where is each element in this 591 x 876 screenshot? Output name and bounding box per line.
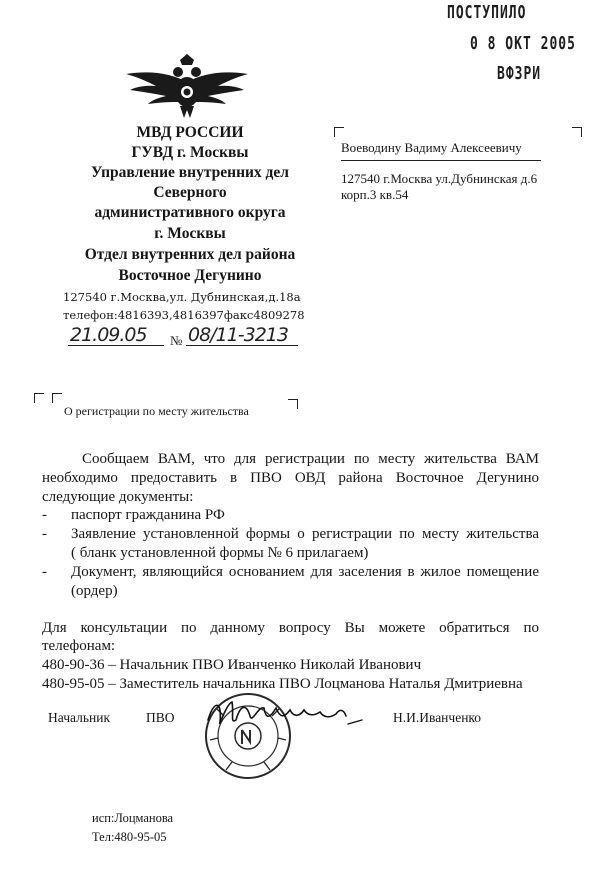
sender-guvd: ГУВД г. Москвы bbox=[131, 144, 249, 161]
body-intro-3: следующие документы: bbox=[42, 489, 194, 505]
outgoing-number: 08/11-3213 bbox=[188, 324, 288, 346]
recipient-name: Воеводину Вадиму Алексеевичу bbox=[341, 140, 522, 155]
outgoing-date: 21.09.05 bbox=[70, 324, 147, 346]
executor-name: исп:Лоцманова bbox=[92, 811, 174, 825]
consult-line-1: Для консультации по данному вопросу Вы можете обратиться по bbox=[42, 620, 539, 636]
signature-title: Начальник bbox=[48, 710, 111, 725]
sender-department: Управление внутренних дел bbox=[91, 164, 289, 181]
body-intro-1: Сообщаем ВАМ, что для регистрации по месту жительства ВАМ bbox=[82, 451, 539, 467]
sender-district-2: административного округа bbox=[94, 204, 286, 221]
bullet-1: - bbox=[42, 507, 47, 523]
handwritten-signature-icon bbox=[208, 702, 362, 724]
contact-1: 480-90-36 – Начальник ПВО Иванченко Николай Иванович bbox=[42, 657, 422, 673]
received-stamp-date: 0 8 ОКТ 2005 bbox=[470, 34, 576, 55]
signature-name: Н.И.Иванченко bbox=[393, 710, 482, 725]
bullet-3: - bbox=[42, 564, 47, 580]
sender-area: Восточное Дегунино bbox=[118, 267, 262, 284]
recipient-address-1: 127540 г.Москва ул.Дубнинская д.6 bbox=[341, 171, 538, 186]
sender-phones: телефон:4816393,4816397факс4809278 bbox=[63, 308, 305, 322]
subject-corner-right bbox=[288, 399, 298, 409]
sender-ministry: МВД РОССИИ bbox=[136, 124, 244, 141]
sender-ovd: Отдел внутренних дел района bbox=[84, 246, 296, 263]
bullet-2: - bbox=[42, 526, 47, 542]
signature-dept: ПВО bbox=[146, 710, 175, 725]
sender-district-1: Северного bbox=[153, 184, 227, 201]
recipient-corner-right bbox=[572, 127, 582, 137]
recipient-address-2: корп.3 кв.54 bbox=[341, 187, 409, 202]
subject-text: О регистрации по месту жительства bbox=[64, 404, 249, 418]
official-seal-icon bbox=[196, 690, 366, 790]
doc-item-3-line-1: Документ, являющийся основанием для заселения в жилое помещение bbox=[71, 564, 539, 580]
eagle-emblem-icon bbox=[122, 52, 252, 122]
body-intro-2: необходимо предоставить в ПВО ОВД района Восточное Дегунино bbox=[42, 470, 539, 486]
contact-2: 480-95-05 – Заместитель начальника ПВО Лоцманова Наталья Дмитриевна bbox=[42, 676, 523, 692]
subject-corner-left-2 bbox=[52, 393, 62, 403]
recipient-corner-left bbox=[334, 127, 344, 137]
consult-line-2: телефонам: bbox=[42, 638, 116, 654]
doc-item-1: паспорт гражданина РФ bbox=[71, 507, 225, 523]
doc-item-3-line-2: (ордер) bbox=[71, 583, 118, 599]
sender-address: 127540 г.Москва,ул. Дубнинская,д.18а bbox=[63, 290, 301, 304]
number-sign: № bbox=[170, 333, 183, 348]
sender-city: г. Москвы bbox=[154, 225, 226, 242]
executor-phone: Тел:480-95-05 bbox=[92, 830, 167, 844]
received-stamp-word: ПОСТУПИЛО bbox=[447, 3, 527, 24]
recipient-divider bbox=[341, 160, 541, 161]
subject-corner-left-1 bbox=[34, 393, 44, 403]
received-stamp-code: ВФЗРИ bbox=[497, 64, 542, 85]
doc-item-2-line-1: Заявление установленной формы о регистрации по месту жительства bbox=[71, 526, 539, 542]
doc-item-2-line-2: ( бланк установленной формы № 6 прилагаем) bbox=[71, 545, 369, 561]
